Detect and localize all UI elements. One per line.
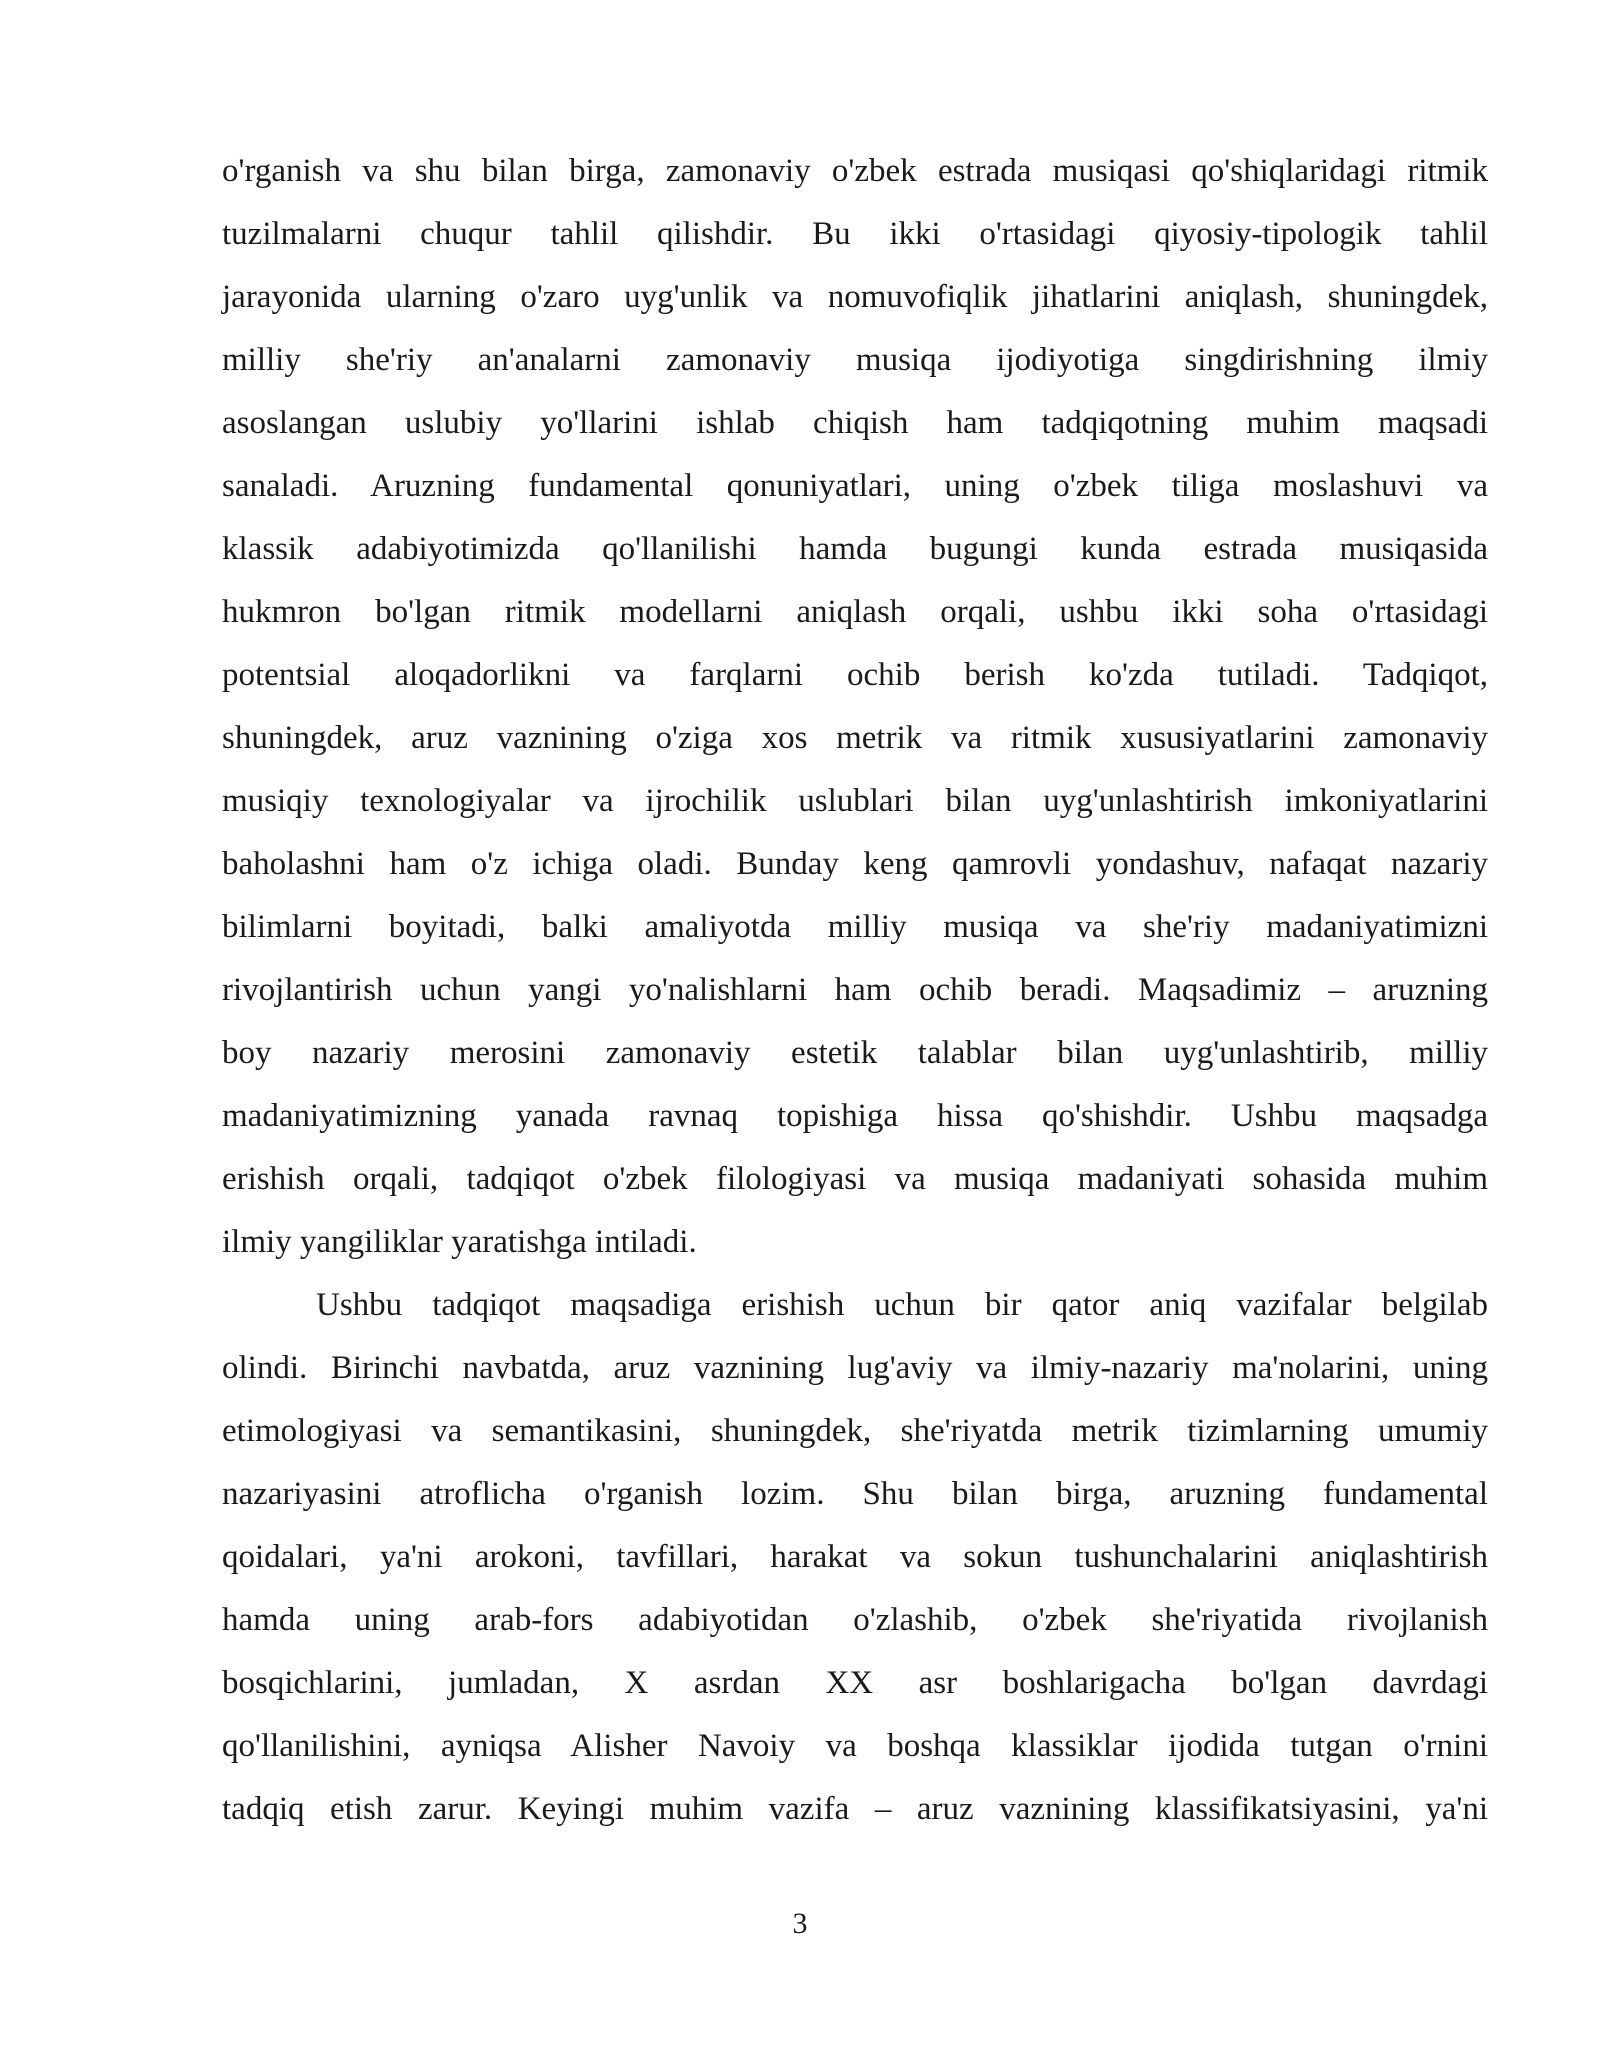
text-line: nazariyasini atroflicha o'rganish lozim. Shu bilan birga, aruzning fundamental: [222, 1476, 1488, 1512]
text-line: qo'llanilishini, ayniqsa Alisher Navoiy va boshqa klassiklar ijodida tutgan o'rnini: [222, 1728, 1488, 1764]
document-body: [222, 140, 1488, 1841]
text-line: olindi. Birinchi navbatda, aruz vaznining lug'aviy va ilmiy-nazariy ma'nolarini, uning: [222, 1350, 1488, 1386]
paragraph-last-line: ilmiy yangiliklar yaratishga intiladi.: [222, 1224, 697, 1260]
text-line: hamda uning arab-fors adabiyotidan o'zlashib, o'zbek she'riyatida rivojlanish: [222, 1602, 1488, 1638]
text-line: madaniyatimizning yanada ravnaq topishiga hissa qo'shishdir. Ushbu maqsadga: [222, 1098, 1488, 1134]
text-line: qoidalari, ya'ni arokoni, tavfillari, harakat va sokun tushunchalarini aniqlashtirish: [222, 1539, 1488, 1575]
text-line: milliy she'riy an'analarni zamonaviy musiqa ijodiyotiga singdirishning ilmiy: [222, 342, 1488, 378]
text-line: klassik adabiyotimizda qo'llanilishi hamda bugungi kunda estrada musiqasida: [222, 531, 1488, 567]
text-line: jarayonida ularning o'zaro uyg'unlik va nomuvofiqlik jihatlarini aniqlash, shuningdek,: [222, 279, 1488, 315]
page-number: 3: [792, 1907, 808, 1940]
text-line: potentsial aloqadorlikni va farqlarni ochib berish ko'zda tutiladi. Tadqiqot,: [222, 657, 1488, 693]
text-line: o'rganish va shu bilan birga, zamonaviy o'zbek estrada musiqasi qo'shiqlaridagi ritmik: [222, 153, 1488, 189]
text-line: bosqichlarini, jumladan, X asrdan XX asr boshlarigacha bo'lgan davrdagi: [222, 1665, 1488, 1701]
text-line: asoslangan uslubiy yo'llarini ishlab chiqish ham tadqiqotning muhim maqsadi: [222, 405, 1488, 441]
text-line: sanaladi. Aruzning fundamental qonuniyatlari, uning o'zbek tiliga moslashuvi va: [222, 468, 1488, 504]
text-line: etimologiyasi va semantikasini, shuningdek, she'riyatda metrik tizimlarning umumiy: [222, 1413, 1488, 1449]
text-line: hukmron bo'lgan ritmik modellarni aniqlash orqali, ushbu ikki soha o'rtasidagi: [222, 594, 1488, 630]
text-line: musiqiy texnologiyalar va ijrochilik uslublari bilan uyg'unlashtirish imkoniyatlarini: [222, 783, 1488, 819]
text-line: erishish orqali, tadqiqot o'zbek filologiyasi va musiqa madaniyati sohasida muhim: [222, 1161, 1488, 1197]
text-line: boy nazariy merosini zamonaviy estetik talablar bilan uyg'unlashtirib, milliy: [222, 1035, 1488, 1071]
paragraph-first-line: Ushbu tadqiqot maqsadiga erishish uchun bir qator aniq vazifalar belgilab: [316, 1287, 1488, 1323]
text-line: rivojlantirish uchun yangi yo'nalishlarni ham ochib beradi. Maqsadimiz – aruzning: [222, 972, 1488, 1008]
text-line: baholashni ham o'z ichiga oladi. Bunday keng qamrovli yondashuv, nafaqat nazariy: [222, 846, 1488, 882]
text-line: tuzilmalarni chuqur tahlil qilishdir. Bu ikki o'rtasidagi qiyosiy-tipologik tahlil: [222, 216, 1488, 252]
text-line: tadqiq etish zarur. Keyingi muhim vazifa – aruz vaznining klassifikatsiyasini, ya'ni: [222, 1791, 1488, 1827]
text-line: shuningdek, aruz vaznining o'ziga xos metrik va ritmik xususiyatlarini zamonaviy: [222, 720, 1488, 756]
text-line: bilimlarni boyitadi, balki amaliyotda milliy musiqa va she'riy madaniyatimizni: [222, 909, 1488, 945]
